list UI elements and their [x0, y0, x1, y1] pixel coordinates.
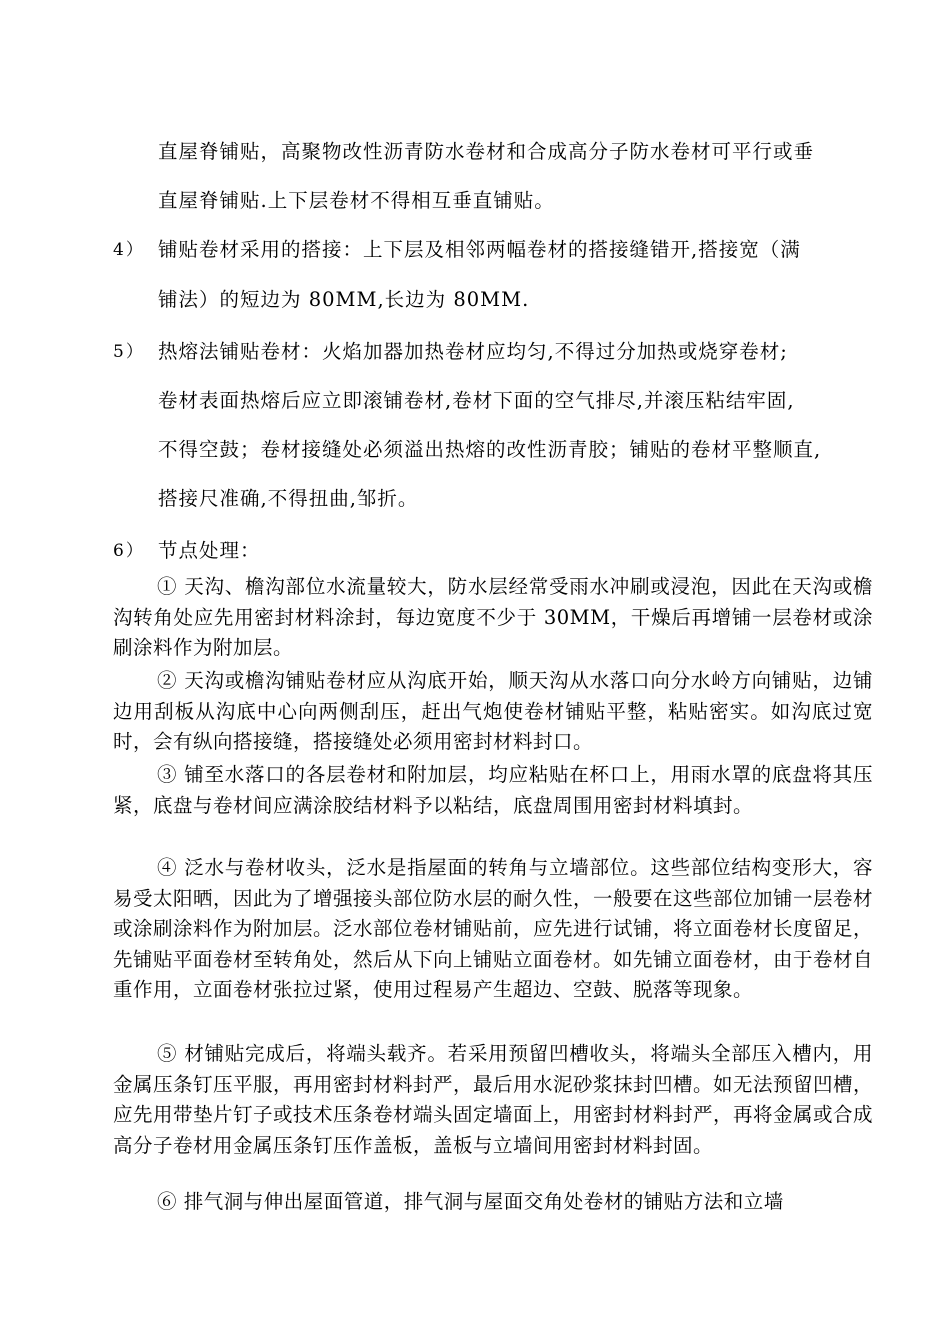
node-paragraph-2: ② 天沟或檐沟铺贴卷材应从沟底开始，顺天沟从水落口向分水岭方向铺贴，边铺边用刮板从沟底中心向两侧刮压，赶出气炮使卷材铺贴平整，粘贴密实。如沟底过宽时，会有纵向搭接缝，搭接缝处必须用密封材料封口。 — [113, 669, 873, 753]
node-paragraph-1: ① 天沟、檐沟部位水流量较大，防水层经常受雨水冲刷或浸泡，因此在天沟或檐沟转角处应先用密封材料涂封，每边宽度不少于 30MM，干燥后再增铺一层卷材或涂刷涂料作为附加层。 — [113, 575, 873, 659]
node-paragraph-6: ⑥ 排气洞与伸出屋面管道，排气洞与屋面交角处卷材的铺贴方法和立墙 — [157, 1190, 784, 1213]
item-5-number: 5） — [113, 342, 145, 362]
item-5-line-4: 搭接尺准确,不得扭曲,邹折。 — [158, 487, 419, 510]
upper-line-2: 直屋脊铺贴.上下层卷材不得相互垂直铺贴。 — [158, 189, 555, 212]
node-paragraph-3: ③ 铺至水落口的各层卷材和附加层，均应粘贴在杯口上，用雨水罩的底盘将其压紧，底盘与卷材间应满涂胶结材料予以粘结，底盘周围用密封材料填封。 — [113, 763, 873, 817]
item-4-line-1: 铺贴卷材采用的搭接：上下层及相邻两幅卷材的搭接缝错开,搭接宽（满 — [158, 238, 801, 261]
item-4-number: 4） — [113, 240, 145, 260]
item-4-line-2: 铺法）的短边为 80MM,长边为 80MM. — [158, 288, 530, 311]
item-6-heading: 节点处理： — [158, 539, 261, 562]
upper-line-1: 直屋脊铺贴，高聚物改性沥青防水卷材和合成高分子防水卷材可平行或垂 — [158, 140, 815, 163]
node-paragraph-5: ⑤ 材铺贴完成后，将端头载齐。若采用预留凹槽收头，将端头全部压入槽内，用金属压条钉压平服，再用密封材料封严，最后用水泥砂浆抹封凹槽。如无法预留凹槽，应先用带垫片钉子或技术压条卷材端头固定墙面上，用密封材料封严，再将金属或合成高分子卷材用金属压条钉压作盖板，盖板与立墙间用密封材料封固。 — [113, 1042, 874, 1157]
node-paragraph-4: ④ 泛水与卷材收头，泛水是指屋面的转角与立墙部位。这些部位结构变形大，容易受太阳晒，因此为了增强接头部位防水层的耐久性，一般要在这些部位加铺一层卷材或涂刷涂料作为附加层。泛水部位卷材铺贴前，应先进行试铺，将立面卷材长度留足，先铺贴平面卷材至转角处，然后从下向上铺贴立面卷材。如先铺立面卷材，由于卷材自重作用，立面卷材张拉过紧，使用过程易产生超边、空鼓、脱落等现象。 — [113, 856, 874, 1001]
item-5-line-3: 不得空鼓；卷材接缝处必须溢出热熔的改性沥青胶；铺贴的卷材平整顺直, — [158, 438, 822, 461]
item-5-line-1: 热熔法铺贴卷材：火焰加器加热卷材应均匀,不得过分加热或烧穿卷材; — [158, 340, 788, 363]
item-6-number: 6） — [113, 541, 145, 561]
item-5-line-2: 卷材表面热熔后应立即滚铺卷材,卷材下面的空气排尽,并滚压粘结牢固, — [158, 389, 795, 412]
